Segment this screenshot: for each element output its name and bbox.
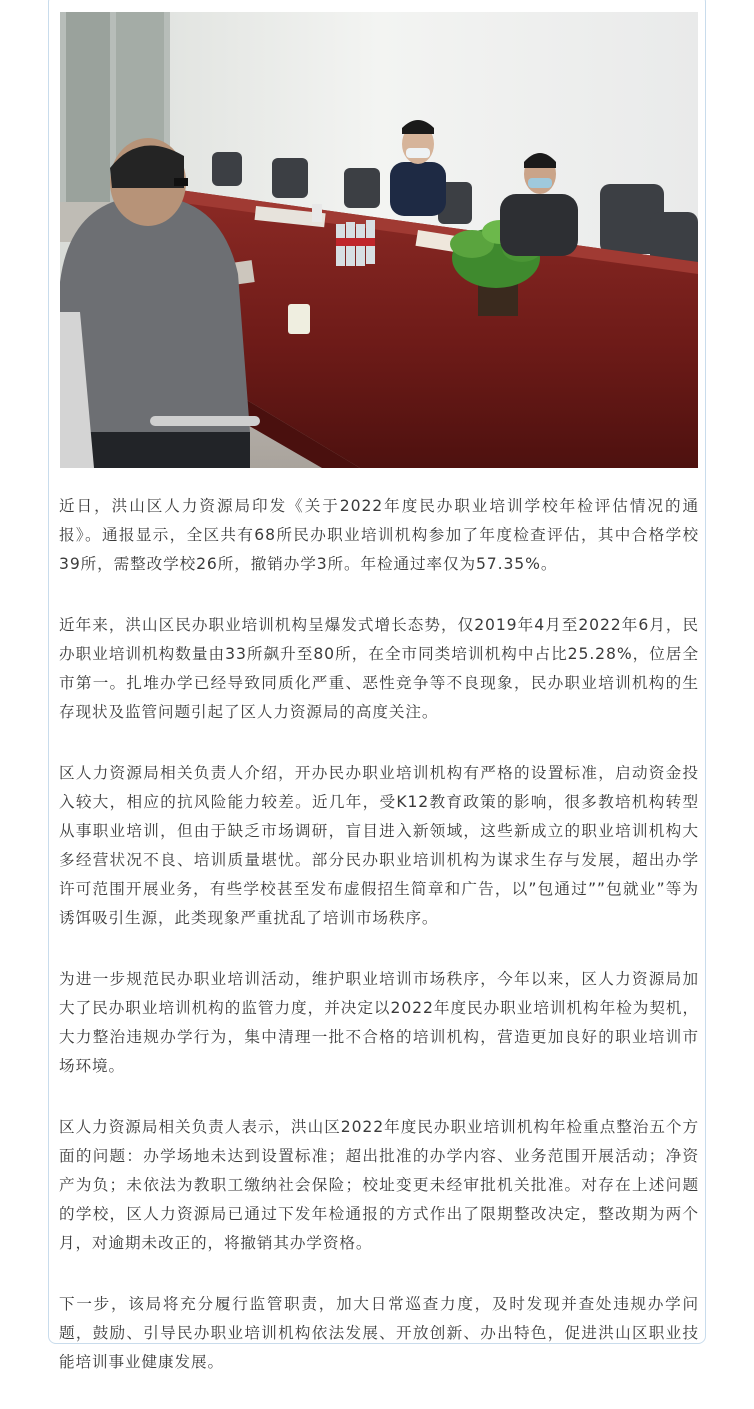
paragraph: 区人力资源局相关负责人介绍，开办民办职业培训机构有严格的设置标准，启动资金投入较大，相应的抗风险能力较差。近几年，受K12教育政策的影响，很多教培机构转型从事职业培训，但由于缺乏市场调研，盲目进入新领域，这些新成立的职业培训机构大多经营状况不良、培训质量堪忧。部分民办职业培训机构为谋求生存与发展，超出办学许可范围开展业务，有些学校甚至发布虚假招生简章和广告，以”包通过””包就业”等为诱饵吸引生源，此类现象严重扰乱了培训市场秩序。	[59, 764, 699, 927]
paragraph: 近日，洪山区人力资源局印发《关于2022年度民办职业培训学校年检评估情况的通报》。通报显示，全区共有68所民办职业培训机构参加了年度检查评估，其中合格学校39所，需整改学校26所，撤销办学3所。年检通过率仅为57.35%。	[59, 497, 699, 573]
paragraph: 下一步，该局将充分履行监管职责，加大日常巡查力度，及时发现并查处违规办学问题，鼓励、引导民办职业培训机构依法发展、开放创新、办出特色，促进洪山区职业技能培训事业健康发展。	[59, 1295, 699, 1371]
paragraph: 为进一步规范民办职业培训活动，维护职业培训市场秩序，今年以来，区人力资源局加大了民办职业培训机构的监管力度，并决定以2022年度民办职业培训机构年检为契机，大力整治违规办学行为，集中清理一批不合格的培训机构，营造更加良好的职业培训市场环境。	[59, 970, 699, 1075]
paragraph: 区人力资源局相关负责人表示，洪山区2022年度民办职业培训机构年检重点整治五个方面的问题：办学场地未达到设置标准；超出批准的办学内容、业务范围开展活动；净资产为负；未依法为教职工缴纳社会保险；校址变更未经审批机关批准。对存在上述问题的学校，区人力资源局已通过下发年检通报的方式作出了限期整改决定，整改期为两个月，对逾期未改正的，将撤销其办学资格。	[59, 1118, 699, 1252]
paragraph: 近年来，洪山区民办职业培训机构呈爆发式增长态势，仅2019年4月至2022年6月，民办职业培训机构数量由33所飙升至80所，在全市同类培训机构中占比25.28%，位居全市第一。扎堆办学已经导致同质化严重、恶性竞争等不良现象，民办职业培训机构的生存现状及监管问题引起了区人力资源局的高度关注。	[59, 616, 699, 721]
article-body	[59, 492, 699, 1409]
meeting-photo	[60, 12, 698, 468]
meeting-photo-illustration	[60, 12, 698, 468]
